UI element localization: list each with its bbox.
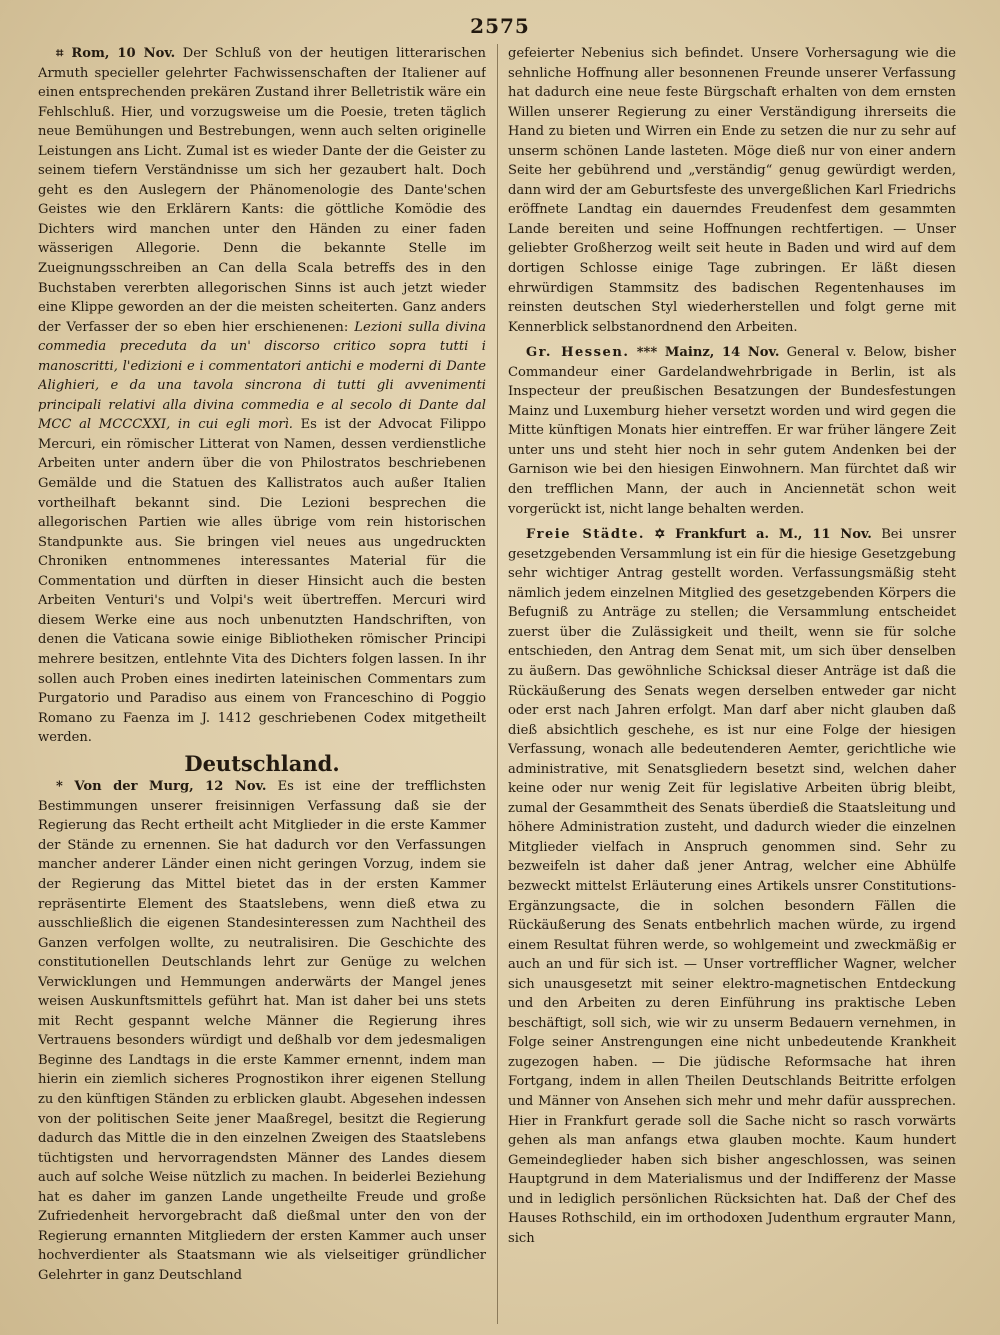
article-hessen <box>508 343 956 519</box>
article-hessen-text: General v. Below, bisher Commandeur einer Gardelandwehrbrigade in Berlin, ist als Inspecteur der preußischen Besatzungen der Bundesfestungen Mainz und Luxemburg hieher versetzt worden und wird gegen die Mitte künftigen Monats hier eintreffen. Er war früher längere Zeit unter uns und steht hier noch in sehr gutem Andenken bei der Garnison wie bei den hiesigen Einwohnern. Man fürchtet daß wir den trefflichen Mann, der auch in Anciennetät schon weit vorgerückt ist, nicht lange behalten werden. <box>508 345 956 517</box>
dateline-rom: ⌗ Rom, 10 Nov. <box>56 46 176 61</box>
region-hessen: Gr. Hessen. <box>526 345 630 361</box>
article-murg-continued: gefeierter Nebenius sich befindet. Unsere Vorhersagung wie die sehnliche Hoffnung aller besonnenen Freunde unserer Verfassung hat dadurch eine neue feste Bürgschaft erhalten von dem ernsten Willen unserer Regierung zu einer Verständigung ihrerseits die Hand zu bieten und Wirren ein Ende zu setzen die nur zu sehr auf unserm schönen Lande lasteten. Möge dieß nur von einer andern Seite her gebührend und „verständig“ genug gewürdigt werden, dann wird der am Geburtsfeste des unvergeßlichen Karl Friedrichs eröffnete Landtag ein dauerndes Freudenfest dem gesammten Lande bereiten und seine Hoffnungen rechtfertigen. — Unser geliebter Großherzog weilt seit heute in Baden und wird auf dem dortigen Schlosse einige Tage zubringen. Er läßt diesen ehrwürdigen Stammsitz des badischen Regentenhauses im reinsten deutschen Styl wiederherstellen und folgt gerne mit Kennerblick selbstanordnend den Arbeiten. <box>508 46 956 335</box>
page-number: 2575 <box>470 14 530 38</box>
column-divider <box>497 44 498 1324</box>
section-heading-deutschland: Deutschland. <box>184 750 340 776</box>
article-rom-text-2: Es ist der Advocat Filippo Mercuri, ein römischer Litterat von Namen, dessen verdienstliche Arbeiten unter andern über die von Philostratos beschriebenen Gemälde und die Statuen des Kallistratos auch außer Italien vortheilhaft bekannt sind. Die Lezioni besprechen die allegorischen Partien wie alles übrige vom rein historischen Standpunkte aus. Sie bringen viel neues aus ungedruckten Chroniken entnommenes interessantes Material für die Commentation und dürften in dieser Hinsicht auch die besten Arbeiten Venturi's und Volpi's weit übertreffen. Mercuri wird diesem Werke eine aus noch unbenutzten Handschriften, von denen die Vaticana sowie einige Bibliotheken römischer Principi mehrere besitzen, entlehnte Vita des Dichters folgen lassen. In ihr sollen auch Proben eines inedirten lateinischen Commentars zum Purgatorio und Paradiso aus einem von Franceschino di Poggio Romano zu Faenza im J. 1412 geschriebenen Codex mitgetheilt werden. <box>38 417 486 746</box>
dateline-murg: * Von der Murg, 12 Nov. <box>56 779 267 795</box>
dateline-frankfurt: ✡ Frankfurt a. M., 11 Nov. <box>654 527 872 543</box>
article-rom <box>38 44 486 748</box>
right-column <box>508 44 956 1324</box>
article-frankfurt <box>508 525 956 1248</box>
article-murg-text: Es ist eine der trefflichsten Bestimmungen unserer freisinnigen Verfassung daß sie der Regierung das Recht ertheilt acht Mitglieder in die erste Kammer der Stände zu ernennen. Sie hat dadurch vor den Verfassungen mancher anderer Länder einen nicht geringen Vorzug, indem sie der Regierung das Mittel bietet das in der ersten Kammer repräsentirte Element des Staatslebens, wenn dieß etwa zu ausschließlich die eigenen Standesinteressen zum Nachtheil des Ganzen verfolgen wollte, zu neutralisiren. Die Geschichte des constitutionellen Deutschlands lehrt zur Genüge zu welchen Verwicklungen und Hemmungen anderwärts der Mangel jenes weisen Auskunftsmittels geführt hat. Man ist daher bei uns stets mit Recht gespannt welche Männer die Regierung ihres Vertrauens besonders würdigt und deßhalb vor dem jedesmaligen Beginne des Landtags in die erste Kammer ernennt, indem man hierin ein ziemlich sicheres Prognostikon ihrer eigenen Stellung zu den künftigen Ständen zu erblicken glaubt. Abgesehen indessen von der politischen Seite jener Maaßregel, besitzt die Regierung dadurch das Mittle die in den einzelnen Zweigen des Staatslebens tüchtigsten und hervorragendsten Männer des Landes diesem auch auf solche Weise nützlich zu machen. In beiderlei Beziehung hat es daher im ganzen Lande ungetheilte Freude und große Zufriedenheit hervorgebracht daß dießmal unter den von der Regierung ernannten Mitgliedern der ersten Kammer auch unser hochverdienter als Staatsmann wie als vielseitiger gründlicher Gelehrter in ganz Deutschland <box>38 779 486 1283</box>
dateline-mainz: *** Mainz, 14 Nov. <box>636 345 780 361</box>
article-murg <box>38 777 486 1285</box>
italian-book-title: Lezioni sulla divina commedia preceduta da un' discorso critico sopra tutti i manoscritti, l'edizioni e i commentatori antichi e moderni di Dante Alighieri, e da una tavola sincrona di tutti gli avvenimenti principali relativi alla divina commedia e al secolo di Dante dal MCC al MCCCXXI, in cui egli morì. <box>38 319 486 433</box>
article-rom-text: Der Schluß von der heutigen litterarischen Armuth specieller gelehrter Fachwissenschaften der Italiener auf einen entsprechenden prekären Zustand ihrer Belletristik wäre ein Fehlschluß. Hier, und vorzugsweise um die Poesie, treten täglich neue Bemühungen und Bestrebungen, wenn auch selten originelle Leistungen ans Licht. Zumal ist es wieder Dante der die Geister zu seinem tiefern Verständnisse um sich her gezaubert halt. Doch geht es den Auslegern der Phänomenologie des Dante'schen Geistes wie den Erklärern Kants: die göttliche Komödie des Dichters wird manchen unter den Händen zu einer faden wässerigen Allegorie. Denn die bekannte Stelle im Zueignungsschreiben an Can della Scala betreffs des in den Buchstaben vererbten allegorischen Sinns ist auch jetzt wieder eine Klippe geworden an der die meisten scheiterten. Ganz anders der Verfasser der so eben hier erschienenen: <box>38 46 486 335</box>
article-frankfurt-text: Bei unsrer gesetzgebenden Versammlung ist ein für die hiesige Gesetzgebung sehr wichtiger Antrag gestellt worden. Verfassungsmäßig steht nämlich jedem einzelnen Mitglied des gesetzgebenden Körpers die Befugniß zu Anträge zu stellen; die Versammlung entscheidet zuerst über die Zulässigkeit und theilt, wenn sie für solche entschieden, den Antrag dem Senat mit, um sich über denselben zu äußern. Das gewöhnliche Schicksal dieser Anträge ist daß die Rückäußerung des Senats wegen derselben entweder gar nicht oder erst nach Jahren erfolgt. Man darf aber nicht glauben daß dieß absichtlich geschehe, es ist nur eine Folge der hiesigen Verfassung, wonach alle bedeutenderen Aemter, gerichtliche wie administrative, mit Senatsgliedern besetzt sind, welchen daher keine oder nur wenig Zeit für legislative Arbeiten übrig bleibt, zumal der Gesammtheit des Senats überdieß die Staatsleitung und höhere Administration zusteht, und dadurch wieder die einzelnen Mitglieder vielfach in Anspruch genommen sind. Sehr zu bezweifeln ist daher daß jener Antrag, welcher eine Abhülfe bezweckt mittelst Erläuterung eines Artikels unsrer Constitutions-Ergänzungsacte, die in solchen besondern Fällen die Rückäußerung des Senats entbehrlich machen würde, zu irgend einem Resultat führen werde, so wohlgemeint und zweckmäßig er auch an und für sich ist. — Unser vortrefflicher Wagner, welcher sich unausgesetzt mit seiner elektro-magnetischen Entdeckung und den Arbeiten zu deren Einführung ins praktische Leben beschäftigt, soll sich, wie wir zu unserm Bedauern vernehmen, in Folge seiner Anstrengungen eine nicht unbedeutende Krankheit zugezogen haben. — Die jüdische Reformsache hat ihren Fortgang, indem in allen Theilen Deutschlands Beitritte erfolgen und Männer von Ansehen sich mehr und mehr dafür aussprechen. Hier in Frankfurt gerade soll die Sache nicht so rasch vorwärts gehen als man anfangs etwa glauben mochte. Kaum hundert Gemeindeglieder haben sich bisher angeschlossen, was seinen Hauptgrund in dem Materialismus und der Indifferenz der Masse und in lediglich persönlichen Rücksichten hat. Daß der Chef des Hauses Rothschild, ein im orthodoxen Judenthum ergrauter Mann, sich <box>508 527 956 1246</box>
left-column <box>38 44 486 1324</box>
region-freie-staedte: Freie Städte. <box>526 527 645 543</box>
